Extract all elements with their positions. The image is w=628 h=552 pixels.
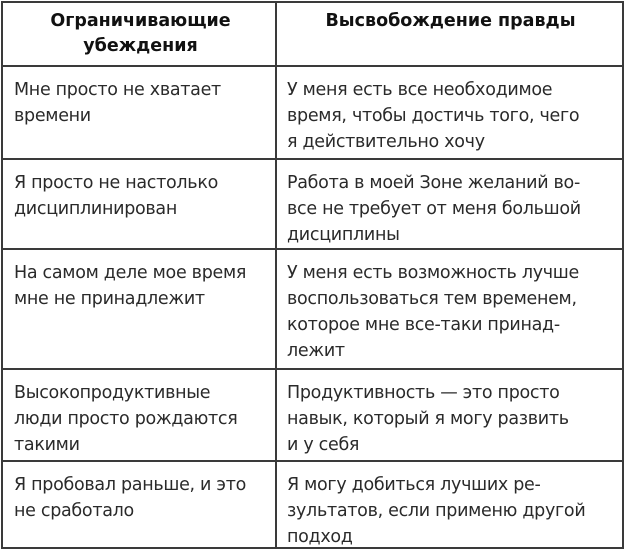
cell-text: Я могу добиться лучших ре- (287, 475, 541, 495)
truth-cell (277, 160, 622, 250)
cell-text: Продуктивность — это просто (287, 383, 560, 403)
cell-text: дисциплины (287, 225, 400, 245)
cell-text: подход (287, 527, 353, 547)
cell-text: люди просто рождаются (14, 409, 238, 429)
header-limiting-beliefs (3, 3, 277, 67)
truth-cell (277, 67, 622, 160)
belief-cell (3, 160, 277, 250)
beliefs-table (1, 1, 624, 549)
belief-cell (3, 462, 277, 547)
truth-cell (277, 462, 622, 547)
cell-text: Я пробовал раньше, и это (14, 475, 246, 495)
cell-text: Я просто не настолько (14, 173, 218, 193)
cell-text: я действительно хочу (287, 132, 485, 152)
header-text: Высвобождение правды (325, 11, 576, 31)
cell-text: все не требует от меня большой (287, 199, 581, 219)
cell-text: Высокопродуктивные (14, 383, 211, 403)
truth-cell (277, 250, 622, 370)
cell-text: которое мне все-таки принад- (287, 315, 560, 335)
cell-text: и у себя (287, 435, 360, 455)
belief-cell (3, 67, 277, 160)
cell-text: такими (14, 435, 80, 455)
cell-text: У меня есть все необходимое (287, 80, 553, 100)
cell-text: навык, который я могу развить (287, 409, 569, 429)
cell-text: воспользоваться тем временем, (287, 289, 577, 309)
cell-text: У меня есть возможность лучше (287, 263, 579, 283)
cell-text: не сработало (14, 501, 134, 521)
cell-text: мне не принадлежит (14, 289, 205, 309)
cell-text: лежит (287, 341, 345, 361)
truth-cell (277, 370, 622, 462)
header-liberating-truth (277, 3, 622, 67)
cell-text: Мне просто не хватает (14, 80, 221, 100)
cell-text: время, чтобы достичь того, чего (287, 106, 580, 126)
belief-cell (3, 250, 277, 370)
header-text: убеждения (83, 36, 198, 56)
header-text: Ограничивающие (50, 11, 231, 31)
cell-text: На самом деле мое время (14, 263, 247, 283)
belief-cell (3, 370, 277, 462)
cell-text: зультатов, если применю другой (287, 501, 586, 521)
cell-text: дисциплинирован (14, 199, 177, 219)
cell-text: Работа в моей Зоне желаний во- (287, 173, 580, 193)
cell-text: времени (14, 106, 91, 126)
